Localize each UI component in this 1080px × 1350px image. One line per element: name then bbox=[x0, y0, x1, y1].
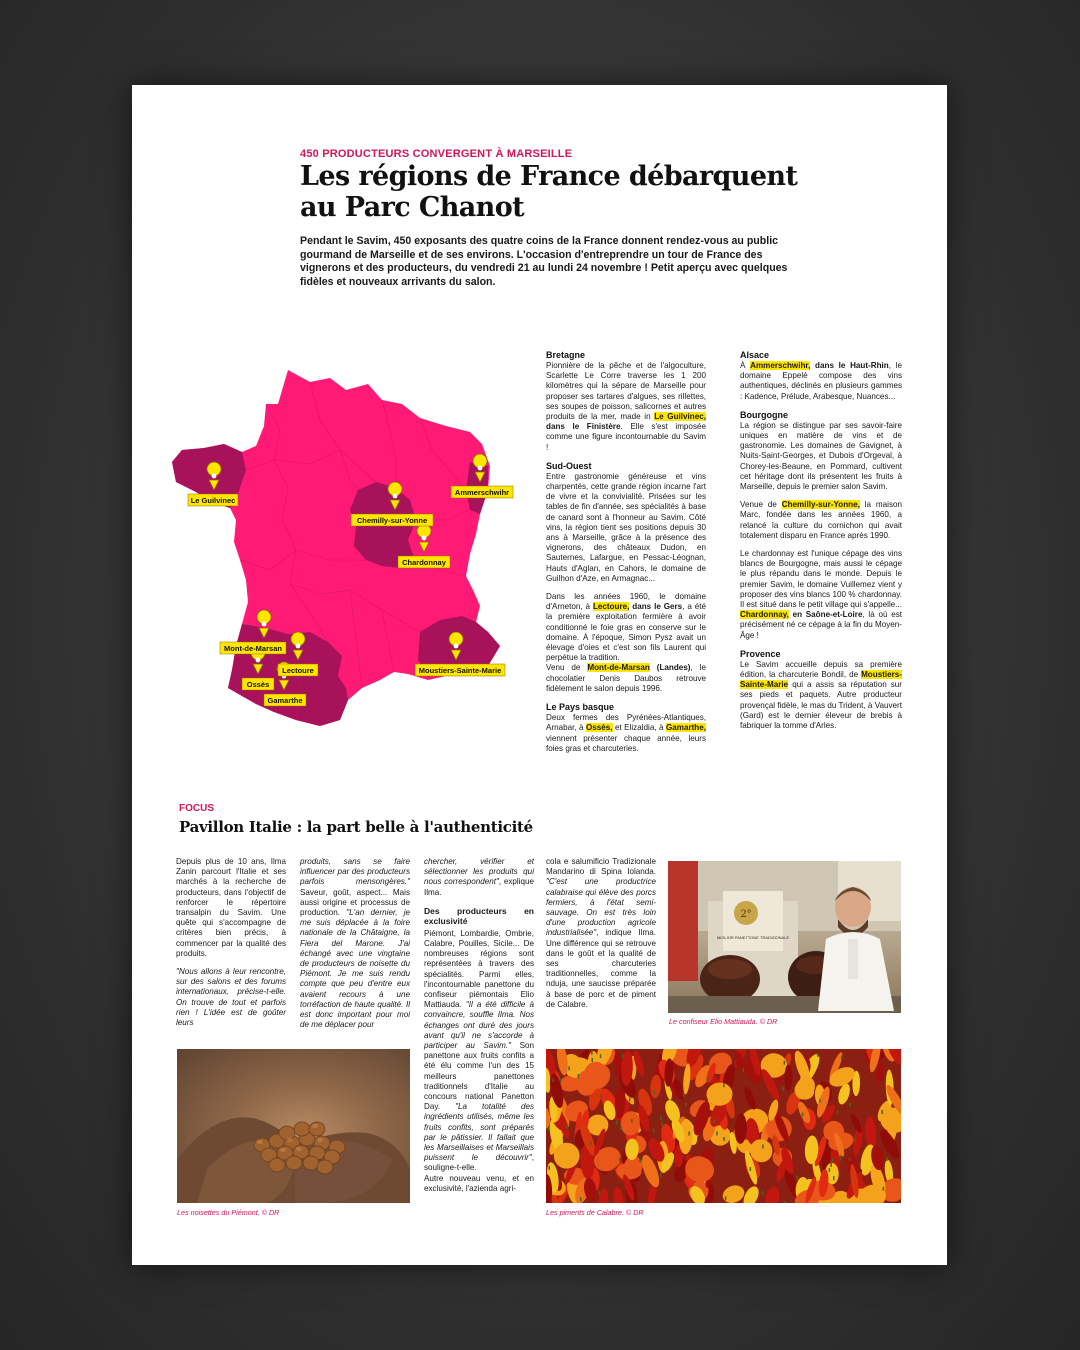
text-run: , là où est précisément né ce cépage à la fin du Moyen-Âge ! bbox=[740, 610, 902, 640]
pepper-stem bbox=[837, 1110, 839, 1114]
map-label-gamarthe: Gamarthe bbox=[267, 696, 303, 705]
pepper-stem bbox=[620, 1126, 622, 1130]
region-text-sudouest-1: Entre gastronomie généreuse et vins charpentés, cette grande région incarne l'art de vivre et la convivialité. Prisées sur les tables de fin d'année, ses spécialités à base de canard sont à l'honneur au Savim. Côté vins, la région tient ses positions depuis 30 ans à Marseille, grâce à la présence des vignerons, des châteaux Dudon, en Sauternes, Lafargue, en Pessac-Léognan, Hauts d'Aglan, en Cahors, le domaine de Guilhon d'Aze, en Armagnac... bbox=[546, 471, 706, 583]
focus-text-4 bbox=[424, 857, 534, 898]
focus-column-1 bbox=[176, 857, 286, 1036]
region-text-bourgogne-3 bbox=[740, 549, 902, 641]
pepper-stem bbox=[619, 1158, 621, 1162]
photo-peppers bbox=[546, 1049, 901, 1203]
region-text-paysbasque bbox=[546, 713, 706, 754]
pepper-stem bbox=[850, 1103, 852, 1107]
map-label-moustiers: Moustiers-Sainte-Marie bbox=[418, 666, 502, 675]
text-run-bold: dans le Finistère bbox=[546, 422, 621, 432]
focus-text-6: Autre nouveau venu, et en exclusivité, l'azienda agri- bbox=[424, 1173, 534, 1193]
region-text-alsace bbox=[740, 361, 902, 402]
pepper-stem bbox=[750, 1167, 752, 1171]
pepper-shape bbox=[612, 1187, 624, 1203]
place-highlight: Ammerschwihr, bbox=[750, 361, 811, 370]
region-text-bourgogne-1: La région se distingue par ses savoir-faire uniques en matière de vins et de gastronomie. Les domaines de Gavignet, à Nuits-Saint-Georges, et Dubois d'Orgeval, à Chorey-les-Beaune, en Pommard, cultivent cet héritage dont ils présentent les fruits à Marseille, depuis le premier salon Savim. bbox=[740, 420, 902, 492]
panettone-illustration bbox=[668, 861, 901, 1013]
pepper-stem bbox=[797, 1176, 799, 1180]
pepper-stem bbox=[762, 1191, 764, 1195]
pepper-stem bbox=[854, 1137, 856, 1141]
place-highlight: Gamarthe, bbox=[665, 723, 706, 733]
article-headline bbox=[300, 161, 820, 223]
pepper-stem bbox=[688, 1132, 690, 1136]
text-run: viennent présenter chaque année, leurs foies gras et charcuteries. bbox=[546, 733, 706, 753]
map-label-chardonnay: Chardonnay bbox=[402, 558, 446, 567]
pepper-stem bbox=[578, 1074, 580, 1078]
pepper-stem bbox=[849, 1157, 851, 1161]
focus-text-2 bbox=[176, 967, 286, 1028]
text-run: Le chardonnay est l'unique cépage des vins blancs de Bourgogne, mais aussi le cépage le plus répandu dans le monde. Depuis le premier Savim, le domaine Vuillemez vient y proposer des vins blancs 100 % chardonnay. Il est situé dans le petit village qui s'appelle... bbox=[740, 549, 902, 610]
focus-column-2 bbox=[300, 857, 410, 1038]
quote-run: "La totalité des ingrédients utilisés, même les fruits confits, sont préparés par le pâtissier. Il fallait que les Marseillaises et Marseillais puissent le découvrir" bbox=[424, 1102, 534, 1163]
pepper-stem bbox=[819, 1099, 821, 1103]
text-run: qui a assis sa réputation sur ses pieds et paquets. Autre producteur provençal fidèle, le mas du Trident, à Vauvert (Gard) est le dernier éleveur de brebis à fabriquer la tomme d'Arles. bbox=[740, 680, 902, 731]
pepper-stem bbox=[600, 1054, 602, 1058]
regions-column-left bbox=[546, 350, 706, 762]
text-run-bold: dans le Haut-Rhin bbox=[810, 361, 889, 370]
pepper-shape bbox=[763, 1185, 782, 1203]
pepper-stem bbox=[840, 1157, 842, 1161]
pepper-stem bbox=[832, 1158, 834, 1162]
region-text-provence bbox=[740, 660, 902, 731]
place-highlight: Chemilly-sur-Yonne, bbox=[781, 500, 860, 510]
text-run: Deux fermes des Pyrénées-Atlantiques, Arnabar, à bbox=[546, 713, 706, 733]
text-run: , souligne-t-elle. bbox=[424, 1153, 534, 1173]
text-run: , le chocolatier Denis Daubos retrouve fidèlement le salon depuis 1996. bbox=[546, 663, 706, 693]
pepper-stem bbox=[707, 1077, 709, 1081]
pepper-stem bbox=[591, 1051, 593, 1055]
pepper-stem bbox=[683, 1093, 685, 1097]
magazine-page bbox=[132, 85, 947, 1265]
region-text-bourgogne-2 bbox=[740, 500, 902, 541]
award-box-text: MIGLIOR PANETTONE TRADIZIONALE bbox=[716, 935, 790, 940]
text-run: et Elizaldia, à bbox=[612, 723, 666, 733]
pepper-stem bbox=[653, 1128, 655, 1132]
text-run: , a été la première exploitation fermière à avoir conditionné le foie gras en conserve sur le domaine. À l'époque, Simon Pysz avait un élevage d'oies et c'est son fils Laurent qui perpétue la tradition. bbox=[546, 602, 706, 663]
pepper-stem bbox=[549, 1166, 551, 1170]
map-label-lectoure: Lectoure bbox=[282, 666, 314, 675]
pepper-stem bbox=[548, 1127, 550, 1131]
pepper-stem bbox=[830, 1163, 832, 1167]
text-run: Venu de bbox=[546, 663, 588, 673]
article-kicker: 450 PRODUCTEURS CONVERGENT À MARSEILLE bbox=[300, 148, 573, 160]
quote-run: produits, sans se faire influencer par des producteurs parfois mensongères." bbox=[300, 857, 410, 887]
text-run: cola e salumificio Tradizionale Mandarino di Spina Iolanda. bbox=[546, 857, 656, 877]
region-text-bretagne bbox=[546, 361, 706, 453]
quote-run: "Il a été difficile à convaincre, souffle Ilma. Nos échanges ont duré des jours avant qu'il ne s'accorde à participer au Savim." bbox=[424, 1000, 534, 1051]
pepper-stem bbox=[622, 1054, 624, 1058]
hazelnut-illustration bbox=[177, 1049, 410, 1203]
photo-panettone bbox=[668, 861, 901, 1013]
text-run: , explique Ilma. bbox=[424, 877, 534, 897]
pepper-stem bbox=[560, 1079, 562, 1083]
text-run: . Elle s'est imposée comme une figure incontournable du Savim ! bbox=[546, 422, 706, 452]
pepper-stem bbox=[660, 1173, 662, 1177]
place-highlight: Moustiers-Sainte-Marie bbox=[740, 670, 902, 690]
france-map bbox=[170, 370, 520, 735]
pepper-stem bbox=[725, 1196, 727, 1200]
focus-column-4 bbox=[546, 857, 656, 1018]
quote-run: chercher, vérifier et sélectionner les produits qui nous correspondent" bbox=[424, 857, 534, 887]
pepper-stem bbox=[783, 1087, 785, 1091]
text-run: la maison Marc, fondée dans les années 1960, a relancé la culture du cornichon qui avait totalement disparu en France après 1990. bbox=[740, 500, 902, 540]
text-run: , indique Ilma. Une différence qui se retrouve dans le goût et la qualité de ses charcuteries traditionnelles, comme la nduja, une saucisse préparée à base de porc et de piment de Calabre. bbox=[546, 928, 656, 1009]
pepper-stem bbox=[881, 1110, 883, 1114]
region-heading-paysbasque: Le Pays basque bbox=[546, 702, 615, 713]
map-label-guilvinec: Le Guilvinec bbox=[190, 496, 236, 505]
caption-hazelnuts: Les noisettes du Piémont. © DR bbox=[177, 1208, 280, 1217]
focus-subheading: Des producteurs en exclusivité bbox=[424, 905, 534, 927]
pepper-stem bbox=[723, 1083, 725, 1087]
pepper-stem bbox=[784, 1061, 786, 1065]
region-heading-sudouest: Sud-Ouest bbox=[546, 460, 592, 471]
pepper-stem bbox=[580, 1197, 582, 1201]
pepper-stem bbox=[568, 1066, 570, 1070]
text-run: , le domaine Eppelé compose des vins authentiques, déclinés en plusieurs gammes : Kadence, Prélude, Arabesque, Nuances... bbox=[740, 361, 902, 401]
pepper-stem bbox=[829, 1168, 831, 1172]
headline-line-1: Les régions de France débarquent bbox=[300, 161, 798, 192]
focus-label: FOCUS bbox=[179, 803, 214, 814]
pepper-shape bbox=[720, 1182, 747, 1203]
text-run-bold: en Saône-et-Loire bbox=[788, 610, 863, 620]
map-label-chemilly: Chemilly-sur-Yonne bbox=[356, 516, 428, 525]
pepper-stem bbox=[631, 1119, 633, 1123]
pepper-stem bbox=[601, 1094, 603, 1098]
focus-column-3 bbox=[424, 857, 534, 1202]
award-banner-text: 2° bbox=[740, 909, 752, 920]
peppers-illustration bbox=[546, 1049, 901, 1203]
text-run: Piémont, Lombardie, Ombrie, Calabre, Pouilles, Sicile... De nombreuses régions sont représentées à travers des spécialités. Parmi elles, l'incontournable panettone du confiseur piémontais Elio Mattiauda. bbox=[424, 928, 534, 1010]
text-run: À bbox=[740, 361, 751, 370]
place-highlight: Chardonnay, bbox=[740, 610, 789, 620]
pepper-stem bbox=[762, 1144, 764, 1148]
pepper-stem bbox=[629, 1098, 631, 1102]
pepper-shape bbox=[597, 1188, 609, 1203]
place-highlight: Ossès, bbox=[585, 723, 613, 733]
article-standfirst: Pendant le Savim, 450 exposants des quatre coins de la France donnent rendez-vous au public gourmand de Marseille et de ses environs. L'occasion d'entreprendre un tour de France des vignerons et des producteurs, du vendredi 21 au lundi 24 novembre ! Petit aperçu avec quelques fidèles et nouveaux arrivants du salon. bbox=[300, 235, 788, 288]
map-label-montdemarsan: Mont-de-Marsan bbox=[224, 644, 282, 653]
photo-hazelnuts bbox=[177, 1049, 410, 1203]
quote-run: "L'an dernier, je me suis déplacée à la foire nationale de la Châtaigne, la Fiera del Marone. J'ai échangé avec une vingtaine de producteurs de noisette du Piémont. Je me suis rendu compte que peu d'entre eux avaient recours à une torréfaction de haute qualité. Il est donc important pour moi de me déplacer pour bbox=[300, 908, 411, 1030]
text-run-bold: (Landes) bbox=[649, 663, 691, 673]
pepper-stem bbox=[661, 1122, 663, 1126]
pepper-stem bbox=[817, 1053, 819, 1057]
headline-line-2: au Parc Chanot bbox=[300, 192, 524, 223]
text-run: Saveur, goût, aspect... Mais aussi origine et processus de production. bbox=[300, 887, 410, 918]
pepper-stem bbox=[639, 1159, 641, 1163]
pepper-stem bbox=[833, 1176, 835, 1180]
caption-panettone: Le confiseur Elio Mattiauda. © DR bbox=[669, 1017, 778, 1026]
pepper-stem bbox=[552, 1078, 554, 1082]
pepper-stem bbox=[883, 1187, 885, 1191]
focus-text-1: Depuis plus de 10 ans, Ilma Zanin parcourt l'Italie et ses marchés à la recherche de producteurs, dans l'objectif de renforcer le répertoire transalpin du Savim. Une quête qui s'accompagne de critères bien précis, à commencer par la qualité des produits. bbox=[176, 857, 286, 958]
place-highlight: Le Guilvinec, bbox=[654, 412, 706, 422]
region-heading-bretagne: Bretagne bbox=[546, 350, 586, 360]
pepper-stem bbox=[716, 1131, 718, 1135]
regions-column-right bbox=[740, 350, 902, 739]
focus-text-3 bbox=[300, 857, 410, 1030]
focus-text-5 bbox=[424, 929, 534, 1174]
text-run: Pionnière de la pêche et de l'algoculture, Scarlette Le Corre traverse les 1 200 kilomètres qui la sépare de Marseille pour proposer ses tartares d'algues, ses rillettes, ses soupes de poisson, salicornes et autres produits de la mer, made in bbox=[546, 361, 706, 422]
pepper-stem bbox=[616, 1121, 618, 1125]
focus-title: Pavillon Italie : la part belle à l'authenticité bbox=[179, 818, 533, 836]
pepper-stem bbox=[566, 1125, 568, 1129]
text-run: Dans les années 1960, le domaine d'Arneton, à bbox=[546, 592, 706, 612]
region-text-sudouest-3 bbox=[546, 663, 706, 694]
pepper-stem bbox=[886, 1157, 888, 1161]
pepper-stem bbox=[713, 1119, 715, 1123]
place-highlight: Mont-de-Marsan bbox=[587, 663, 650, 673]
text-run-bold: dans le Gers bbox=[629, 602, 683, 612]
pepper-stem bbox=[592, 1058, 594, 1062]
caption-peppers: Les piments de Calabre. © DR bbox=[546, 1208, 644, 1217]
focus-text-7 bbox=[546, 857, 656, 1010]
region-text-sudouest-2 bbox=[546, 592, 706, 663]
pepper-stem bbox=[599, 1191, 601, 1195]
pepper-stem bbox=[723, 1137, 725, 1141]
pepper-stem bbox=[660, 1116, 662, 1120]
pepper-stem bbox=[590, 1141, 592, 1145]
pepper-stem bbox=[802, 1113, 804, 1117]
map-label-ammerschwihr: Ammerschwihr bbox=[454, 488, 510, 497]
region-heading-bourgogne: Bourgogne bbox=[740, 409, 788, 420]
pepper-shape bbox=[784, 1064, 792, 1091]
pepper-stem bbox=[743, 1068, 745, 1072]
quote-run: "C'est une productrice calabraise qui élève des porcs fermiers, à l'état semi-sauvage. On est très loin d'une production agricole industrialisée" bbox=[546, 877, 656, 938]
text-run: Son panettone aux fruits confits a été élu comme l'un des 15 meilleurs panettones traditionnels d'Italie au concours national Panetton Day. bbox=[424, 1041, 534, 1112]
place-highlight: Lectoure, bbox=[592, 602, 630, 612]
region-heading-provence: Provence bbox=[740, 648, 781, 659]
quote-run: "Nous allons à leur rencontre, sur des salons et des forums internationaux, précise-t-elle. On trouve de tout et parfois rien ! L'idée est de goûter leurs bbox=[176, 967, 286, 1028]
pepper-shape bbox=[742, 1085, 758, 1111]
pepper-stem bbox=[685, 1103, 687, 1107]
map-label-osses: Ossès bbox=[246, 680, 270, 689]
pepper-stem bbox=[654, 1090, 656, 1094]
text-run: Venue de bbox=[740, 500, 782, 510]
text-run: Le Savim accueille depuis sa première édition, la charcuterie Bondil, de bbox=[740, 659, 902, 680]
pepper-stem bbox=[784, 1201, 786, 1203]
pepper-stem bbox=[841, 1056, 843, 1060]
region-heading-alsace: Alsace bbox=[740, 350, 770, 360]
